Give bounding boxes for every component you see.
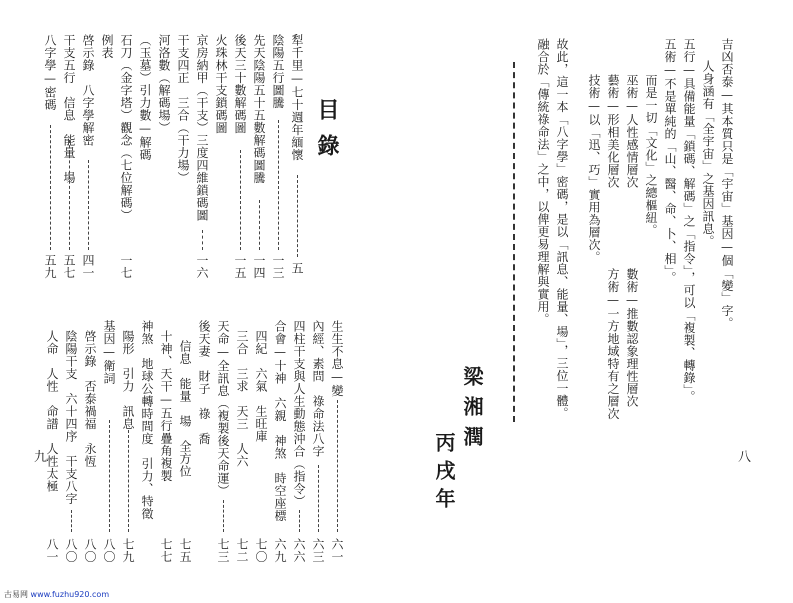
toc-entry: 啓示錄 否泰禍福 永恆 — [83, 330, 97, 468]
text-column: 五術—不是單純的「山、醫、命、卜、相」。 — [663, 38, 677, 284]
toc-page-number: 六一 — [330, 538, 344, 563]
toc-entry: 干支四正 三合（干力場） — [176, 34, 190, 184]
toc-page-number: 八〇 — [102, 538, 116, 563]
toc-entry: 後天三十數解碼圖 — [233, 34, 247, 134]
footer-url[interactable]: www.fuzhu920.com — [30, 590, 110, 599]
toc-page-number: 六六 — [292, 538, 306, 563]
toc-entry: 陰陽五行圖騰 — [271, 34, 285, 109]
leader-dots — [69, 140, 70, 250]
toc-entry: 先天陰陽五十五數解碼圖騰 — [252, 34, 266, 184]
toc-page-number: 七九 — [121, 538, 135, 563]
leader-dots — [50, 125, 51, 250]
toc-title: 目錄 — [314, 98, 340, 170]
toc-page-number: 一七 — [119, 254, 133, 279]
page-number-right: 八 — [738, 450, 752, 465]
text-column: 巫術—人性感情層次 — [625, 74, 639, 189]
leader-dots — [71, 510, 72, 532]
footer-site: 古易网 — [4, 590, 28, 599]
toc-entry: 陽形 引力 訊息 — [121, 330, 135, 430]
toc-entry: 生生不息—變 — [330, 320, 344, 397]
author-year: 丙戌年 — [432, 432, 456, 516]
toc-page-number: 八〇 — [64, 538, 78, 563]
text-column: 故此，這一本「八字學」密碼，是以「訊息、能量、場」，三位一體。 — [555, 38, 569, 420]
toc-page-number: 一六 — [195, 254, 209, 279]
leader-dots — [109, 420, 110, 532]
leader-dots — [278, 120, 279, 250]
toc-entry: 京房納甲（干支）三度四維鎖碼圖 — [195, 34, 209, 222]
leader-dots — [297, 175, 298, 257]
text-column: 吉凶否泰—其本質只是「宇宙」基因—個「變」字。 — [720, 38, 734, 330]
leader-dots — [299, 510, 300, 532]
toc-entry: 十神、天干—五行疊角複製 — [159, 330, 173, 482]
toc-entry: 河洛數（解碼場） — [157, 34, 171, 134]
leader-dots — [337, 400, 338, 532]
leader-dots — [128, 430, 129, 532]
toc-entry: （玉墓）引力數—解碼 — [138, 34, 152, 161]
toc-entry: 四紀 六氣 生旺庫 — [254, 330, 268, 443]
leader-dots — [259, 200, 260, 250]
toc-entry: 人命 人性 命譜 人性太極 — [45, 330, 59, 493]
toc-page-number: 一五 — [233, 254, 247, 279]
toc-page-number: 一四 — [252, 254, 266, 279]
leader-dots — [223, 500, 224, 532]
text-column: 數術—推數認象理性層次 — [625, 268, 639, 408]
toc-page-number: 七三 — [216, 538, 230, 563]
toc-page-number: 七七 — [159, 538, 173, 563]
toc-entry: 犁千里—七十週年緬懷 — [290, 34, 304, 161]
toc-entry: 石刀（金字塔）觀念（七位解碼） — [119, 34, 133, 222]
toc-entry: 例表 — [100, 34, 114, 59]
text-column: 融合於「傳統祿命法」之中，以俾更易理解與實用。 — [536, 38, 550, 326]
toc-page-number: 五 — [290, 262, 304, 275]
text-column: 人身涵有「全宇宙」之基因訊息。 — [701, 60, 715, 248]
footer-watermark — [4, 589, 109, 600]
toc-entry: 三合 三求 天三 人六 — [235, 330, 249, 468]
toc-entry: 干支五行 信息 能量 場 — [62, 34, 76, 184]
leader-dots — [240, 150, 241, 250]
toc-entry: 陰陽干支 六十四序 干支八字 — [64, 330, 78, 505]
toc-entry: 合會—十神 六親 神煞 時空座標 — [273, 320, 287, 522]
leader-dots — [202, 230, 203, 250]
toc-entry: 信息 能量 場 全方位 — [178, 340, 192, 478]
toc-entry: 四柱干支與人生動態沖合（指令） — [292, 320, 306, 508]
toc-page-number: 六九 — [273, 538, 287, 563]
toc-page-number: 七〇 — [254, 538, 268, 563]
toc-entry: 啓示錄 八字學解密 — [81, 34, 95, 147]
toc-entry: 天命—全訊息（複製後天命運） — [216, 320, 230, 497]
toc-entry: 基因—衛詞 — [102, 320, 116, 385]
toc-page-number: 一三 — [271, 254, 285, 279]
toc-entry: 神煞 地球公轉時間度 引力、特徵 — [140, 320, 154, 520]
leader-dots — [88, 160, 89, 250]
toc-entry: 內經、素問 祿命法八字 — [311, 320, 325, 458]
toc-page-number: 五九 — [43, 254, 57, 279]
toc-entry: 後天妻 財子 祿 喬 — [197, 320, 211, 445]
divider — [513, 62, 515, 422]
toc-page-number: 五七 — [62, 254, 76, 279]
text-column: 而是一切「文化」之總樞紐。 — [644, 74, 658, 237]
toc-page-number: 七二 — [235, 538, 249, 563]
toc-entry: 八字學—密碼 — [43, 34, 57, 111]
toc-page-number: 八〇 — [83, 538, 97, 563]
page-number-left: 九 — [34, 450, 48, 465]
author-name: 梁湘潤 — [460, 366, 484, 456]
toc-page-number: 八一 — [45, 538, 59, 563]
text-column: 方術—一方地域特有之層次 — [606, 268, 620, 420]
toc-page-number: 七五 — [178, 538, 192, 563]
text-column: 五行—具備能量「鎖碼、解碼」之「指令」，可以「複製、轉錄」。 — [682, 38, 696, 403]
leader-dots — [318, 465, 319, 532]
toc-entry: 火珠林干支鎖碼圖 — [214, 34, 228, 134]
text-column: 藝術—形相美化層次 — [606, 74, 620, 189]
toc-page-number: 四一 — [81, 254, 95, 279]
toc-page-number: 六三 — [311, 538, 325, 563]
text-column: 技術—以「迅、巧」實用為層次。 — [587, 74, 601, 264]
